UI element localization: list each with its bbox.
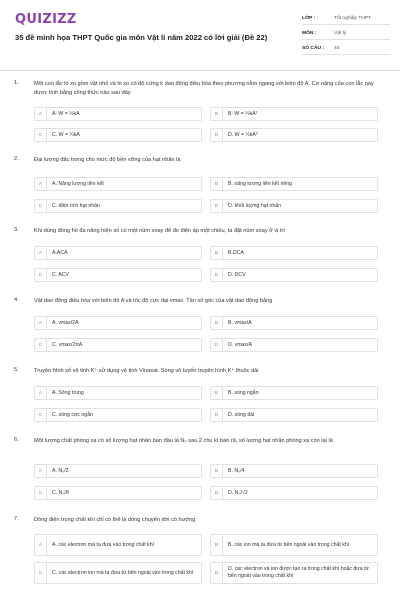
option-letter: B [211, 535, 223, 555]
option-c[interactable] [34, 268, 202, 282]
option-text: D. N₀/√2 [228, 489, 248, 496]
option-d[interactable] [210, 338, 378, 352]
meta-row-class [302, 12, 390, 25]
option-a[interactable] [34, 534, 202, 556]
question-number: 5. [14, 367, 19, 373]
option-text: C. N₀/8 [52, 489, 69, 496]
option-letter: D [211, 269, 223, 281]
option-text: A. các electron mà ta đưa vào trong chất khí [52, 541, 155, 548]
option-c[interactable] [34, 408, 202, 422]
option-letter: A [35, 178, 47, 190]
option-letter: B [211, 465, 223, 477]
question-text: Dòng điện trong chất khí chỉ có thể là dòng chuyển dời có hướng [34, 517, 196, 523]
option-text: D. khối lượng hạt nhân [228, 202, 282, 209]
option-text: C. W = ¼kA [52, 131, 80, 138]
option-letter: B [211, 178, 223, 190]
option-c[interactable] [34, 486, 202, 500]
option-d[interactable] [210, 562, 378, 584]
option-text: D. các electron và ion được tạo ra trong chất khí hoặc đưa từ bên ngoài vào trong chất khí [228, 566, 369, 579]
option-a[interactable] [34, 464, 202, 478]
meta-row-count [302, 42, 390, 55]
meta-key: LỚP : [302, 15, 316, 21]
option-text: A. N₀/2 [52, 467, 69, 474]
option-text: B. W = ¼kA² [228, 110, 258, 117]
question-number: 4. [14, 297, 19, 303]
option-text: D. sóng dài [228, 411, 255, 418]
page-header [0, 0, 400, 66]
option-text: B. N₀/4 [228, 467, 245, 474]
option-letter: C [35, 269, 47, 281]
option-letter: D [211, 339, 223, 351]
option-text: C. vmax/2πA [52, 341, 83, 348]
option-letter: D [211, 487, 223, 499]
option-letter: B [211, 317, 223, 329]
option-d[interactable] [210, 408, 378, 422]
meta-value: Vật lý [334, 30, 347, 36]
option-a[interactable] [34, 177, 202, 191]
option-c[interactable] [34, 562, 202, 584]
option-b[interactable] [210, 316, 378, 330]
option-letter: C [35, 339, 47, 351]
option-a[interactable] [34, 316, 202, 330]
option-letter: D [211, 563, 223, 583]
option-a[interactable] [34, 386, 202, 400]
meta-key: SỐ CÂU : [302, 45, 325, 51]
option-text: C. các electron ion mà ta đưa từ bên ngoài vào trong chất khí [52, 569, 194, 576]
option-text: C. điện tích hạt nhân [52, 202, 100, 209]
option-c[interactable] [34, 128, 202, 142]
option-letter: A [35, 108, 47, 120]
option-letter: C [35, 409, 47, 421]
option-c[interactable] [34, 199, 202, 213]
option-letter: C [35, 129, 47, 141]
option-text: A. Sóng trung [52, 389, 84, 396]
question-text: Truyền hình số vệ tinh K⁺ sử dụng vệ tinh Vinasat. Sóng vô tuyến truyền hình K⁺ thuộc dải [34, 368, 259, 374]
option-b[interactable] [210, 177, 378, 191]
option-d[interactable] [210, 268, 378, 282]
option-letter: B [211, 247, 223, 259]
option-letter: A [35, 535, 47, 555]
option-letter: C [35, 563, 47, 583]
option-text: B. năng lượng liên kết riêng [228, 180, 292, 187]
meta-key: MÔN : [302, 30, 317, 36]
option-text: C. ACV [52, 271, 70, 278]
option-c[interactable] [34, 338, 202, 352]
option-letter: B [211, 108, 223, 120]
option-text: A. Năng lượng liên kết [52, 180, 104, 187]
option-letter: D [211, 409, 223, 421]
question-text: Khi dùng đồng hồ đa năng hiện số có một núm xoay để đo điện áp một chiều, ta đặt núm xoay ở vị trí [34, 228, 285, 234]
meta-value: Tốt nghiệp THPT [334, 15, 372, 21]
option-letter: A [35, 465, 47, 477]
option-letter: C [35, 487, 47, 499]
question-number: 1. [14, 80, 19, 86]
question-text: Vật dao động điều hòa với biên độ A và tốc độ cực đại vmax. Tần số góc của vật dao động bằng [34, 298, 273, 304]
question-text: Một con lắc lò xo gồm vật nhỏ và lò xo có độ cứng k dao động điều hòa theo phương nằm ngang với biên độ A. Cơ năng của con lắc này được tính bằng công thức nào sau đây [34, 81, 374, 96]
option-b[interactable] [210, 107, 378, 121]
option-text: B. sóng ngắn [228, 389, 259, 396]
option-text: A. vmax/2A [52, 319, 79, 326]
question-number: 7. [14, 516, 19, 522]
meta-info [302, 12, 390, 57]
meta-value: 40 [334, 45, 340, 51]
question-text: Một lượng chất phóng xạ có số lượng hạt nhân ban đầu là N₀ sau 2 chu kì bán rã, số lượng hạt nhân phóng xạ còn lại là [34, 438, 333, 444]
question-number: 2. [14, 156, 19, 162]
option-b[interactable] [210, 246, 378, 260]
header-divider [0, 70, 400, 71]
option-a[interactable] [34, 107, 202, 121]
option-d[interactable] [210, 128, 378, 142]
question-number: 3. [14, 227, 19, 233]
option-text: D. W = ½kA² [228, 131, 258, 138]
option-b[interactable] [210, 386, 378, 400]
question-text: Đại lượng đặc trưng cho mức độ bền vững của hạt nhân là [34, 157, 181, 163]
meta-row-subject [302, 27, 390, 40]
option-d[interactable] [210, 199, 378, 213]
document-title: 35 đề minh họa THPT Quốc gia môn Vật lí năm 2022 có lời giải (Đề 22) [15, 33, 268, 42]
option-d[interactable] [210, 486, 378, 500]
option-letter: B [211, 387, 223, 399]
option-text: A. W = ½kA [52, 110, 80, 117]
option-text: B.DCA [228, 249, 244, 256]
option-b[interactable] [210, 534, 378, 556]
option-text: D. vmax/A [228, 341, 252, 348]
option-letter: A [35, 317, 47, 329]
option-text: B. vmax/A [228, 319, 252, 326]
quizizz-logo: QUIZIZZ [15, 12, 77, 27]
option-letter: C [35, 200, 47, 212]
question-number: 6. [14, 437, 19, 443]
option-b[interactable] [210, 464, 378, 478]
option-letter: D [211, 200, 223, 212]
option-text: A.ACA [52, 249, 68, 256]
option-a[interactable] [34, 246, 202, 260]
option-text: D. DCV [228, 271, 246, 278]
option-letter: A [35, 387, 47, 399]
option-text: B. các ion mà ta đưa từ bên ngoài vào trong chất khí [228, 541, 350, 548]
option-letter: A [35, 247, 47, 259]
option-letter: D [211, 129, 223, 141]
option-text: C. sóng cực ngắn [52, 411, 93, 418]
